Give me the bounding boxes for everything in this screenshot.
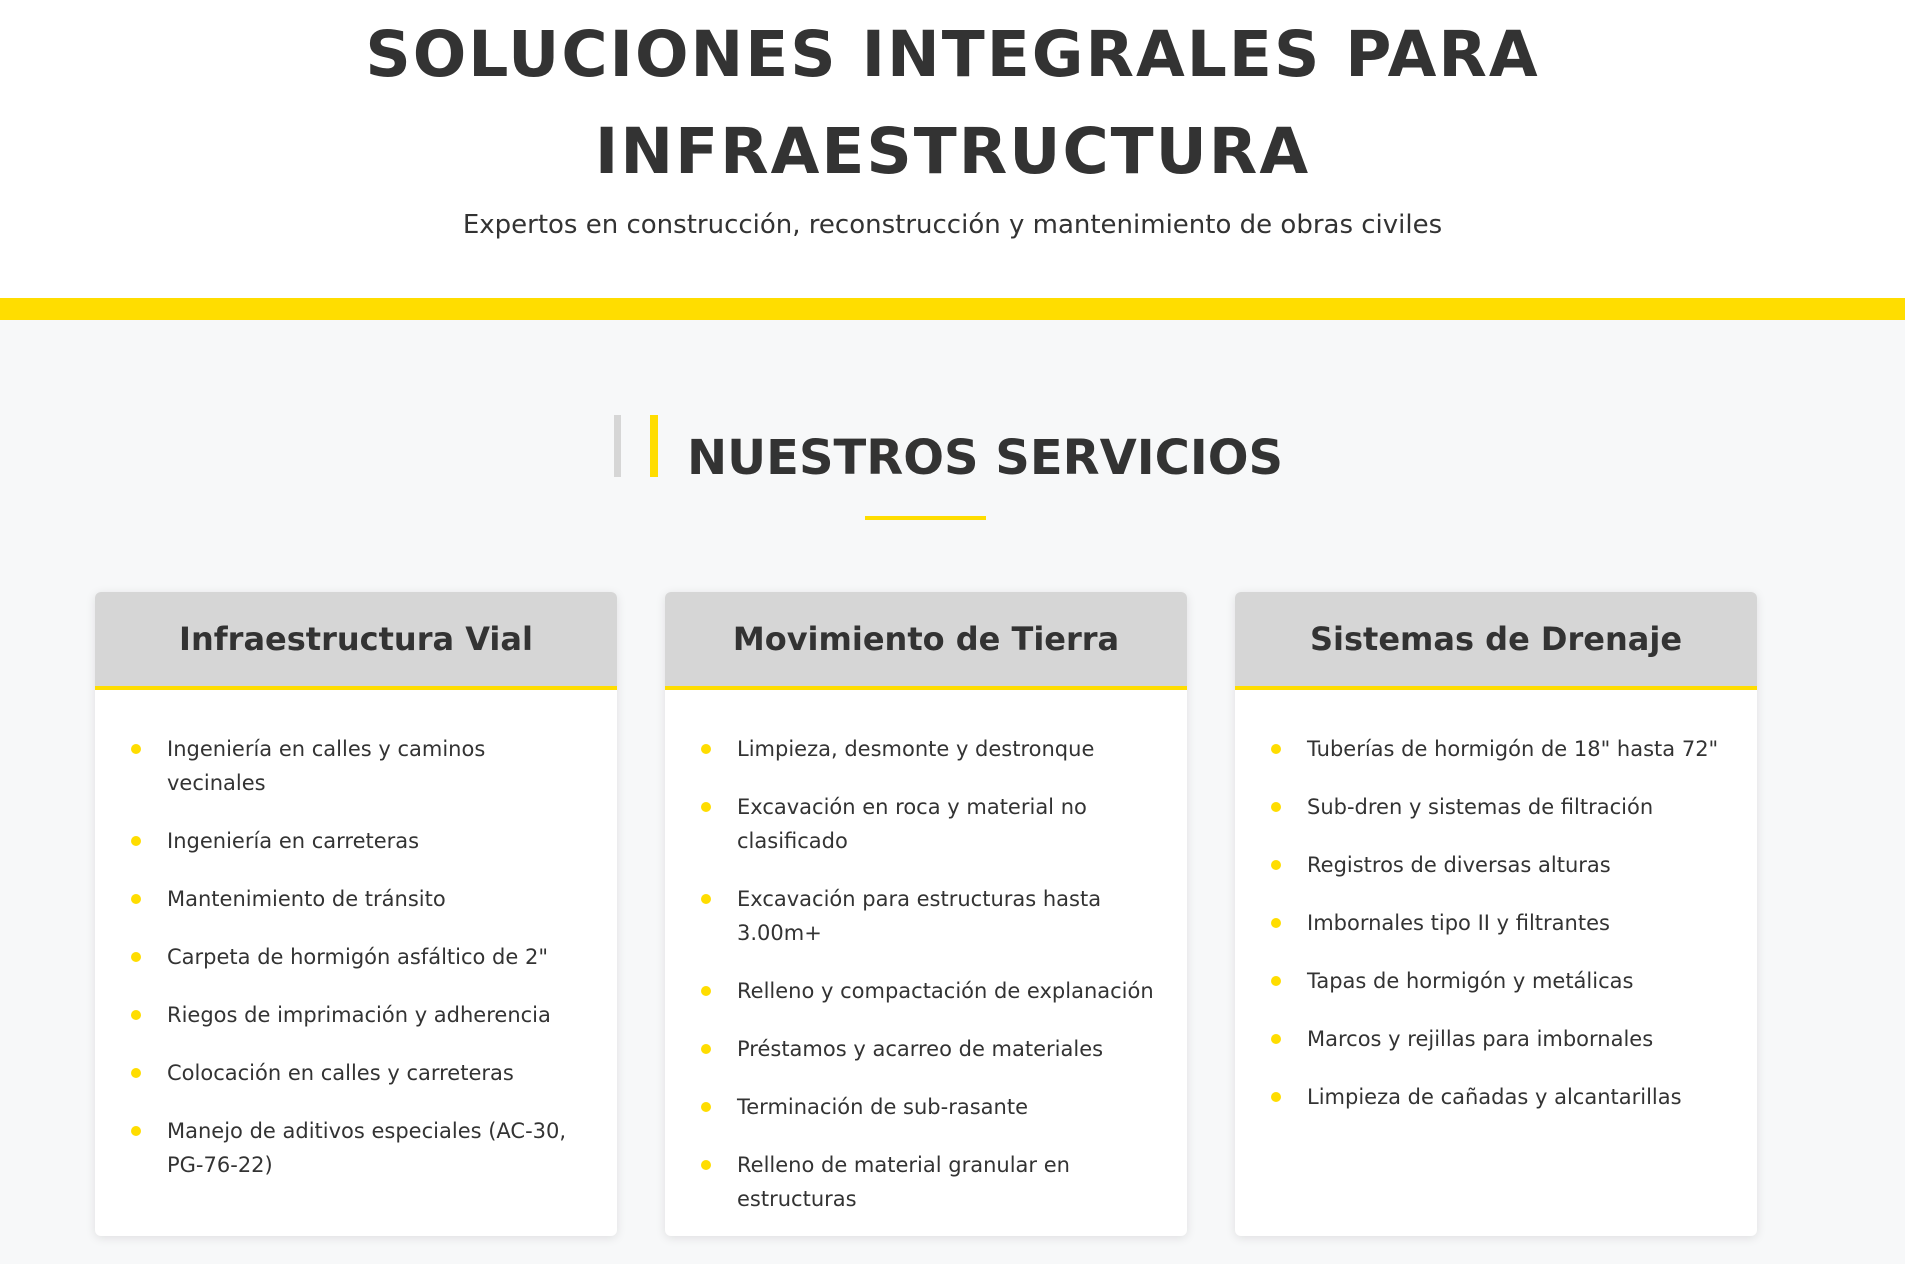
- service-list: [1235, 690, 1757, 1114]
- card-header: [665, 592, 1187, 690]
- bullet-icon: [131, 952, 141, 962]
- list-item: [701, 1090, 1157, 1124]
- list-item-text: Relleno y compactación de explanación: [737, 979, 1154, 1003]
- bullet-icon: [701, 1044, 711, 1054]
- hero-subtitle: Expertos en construcción, reconstrucción y mantenimiento de obras civiles: [462, 210, 1443, 240]
- hero-section: [0, 0, 1905, 298]
- list-item: [131, 998, 587, 1032]
- list-item-text: Carpeta de hormigón asfáltico de 2": [167, 945, 548, 969]
- list-item-text: Relleno de material granular en estructuras: [737, 1153, 1070, 1211]
- list-item: [701, 732, 1157, 766]
- bullet-icon: [1271, 918, 1281, 928]
- list-item: [131, 824, 587, 858]
- card-title: Movimiento de Tierra: [732, 620, 1120, 658]
- accent-band: [0, 298, 1905, 320]
- service-list: [665, 690, 1187, 1216]
- services-title: NUESTROS SERVICIOS: [687, 430, 1284, 486]
- bullet-icon: [701, 894, 711, 904]
- bullet-icon: [131, 1068, 141, 1078]
- list-item-text: Excavación para estructuras hasta 3.00m+: [737, 887, 1102, 945]
- card-header: [95, 592, 617, 690]
- bullet-icon: [701, 1102, 711, 1112]
- list-item-text: Colocación en calles y carreteras: [167, 1061, 514, 1085]
- card-header: [1235, 592, 1757, 690]
- bullet-icon: [1271, 744, 1281, 754]
- list-item-text: Mantenimiento de tránsito: [167, 887, 446, 911]
- list-item-text: Ingeniería en calles y caminos vecinales: [167, 737, 486, 795]
- bullet-icon: [701, 986, 711, 996]
- list-item-text: Imbornales tipo II y filtrantes: [1307, 911, 1610, 935]
- service-list: [95, 690, 617, 1182]
- list-item-text: Terminación de sub-rasante: [737, 1095, 1028, 1119]
- list-item: [1271, 790, 1727, 824]
- list-item: [131, 1056, 587, 1090]
- list-item: [131, 732, 587, 800]
- list-item-text: Ingeniería en carreteras: [167, 829, 420, 853]
- bullet-icon: [1271, 976, 1281, 986]
- heading-decoration-yellow-bar: [650, 415, 658, 477]
- list-item: [1271, 964, 1727, 998]
- card-title: Infraestructura Vial: [179, 620, 533, 658]
- service-card-movimiento-de-tierra: [665, 592, 1187, 1236]
- bullet-icon: [1271, 1034, 1281, 1044]
- list-item: [1271, 906, 1727, 940]
- heading-decoration-gray-bar: [614, 415, 621, 477]
- list-item: [1271, 848, 1727, 882]
- bullet-icon: [131, 1010, 141, 1020]
- list-item-text: Riegos de imprimación y adherencia: [167, 1003, 551, 1027]
- list-item: [701, 1032, 1157, 1066]
- list-item-text: Préstamos y acarreo de materiales: [737, 1037, 1104, 1061]
- list-item-text: Excavación en roca y material no clasificado: [737, 795, 1087, 853]
- service-card-sistemas-de-drenaje: [1235, 592, 1757, 1236]
- list-item-text: Limpieza, desmonte y destronque: [737, 737, 1095, 761]
- list-item-text: Manejo de aditivos especiales (AC-30, PG-76-22): [167, 1119, 567, 1177]
- bullet-icon: [131, 836, 141, 846]
- bullet-icon: [701, 1160, 711, 1170]
- services-heading: [0, 415, 1905, 485]
- list-item: [1271, 1022, 1727, 1056]
- bullet-icon: [131, 1126, 141, 1136]
- card-title: Sistemas de Drenaje: [1309, 620, 1683, 658]
- list-item: [131, 940, 587, 974]
- list-item: [701, 790, 1157, 858]
- heading-underline: [865, 516, 986, 520]
- list-item: [701, 882, 1157, 950]
- list-item-text: Limpieza de cañadas y alcantarillas: [1307, 1085, 1682, 1109]
- service-card-infraestructura-vial: [95, 592, 617, 1236]
- list-item: [701, 1148, 1157, 1216]
- list-item-text: Tapas de hormigón y metálicas: [1307, 969, 1634, 993]
- bullet-icon: [131, 894, 141, 904]
- list-item-text: Tuberías de hormigón de 18" hasta 72": [1307, 737, 1719, 761]
- list-item-text: Registros de diversas alturas: [1307, 853, 1611, 877]
- list-item: [1271, 1080, 1727, 1114]
- bullet-icon: [701, 744, 711, 754]
- list-item: [701, 974, 1157, 1008]
- hero-title: SOLUCIONES INTEGRALES PARA INFRAESTRUCTURA: [365, 18, 1540, 188]
- bullet-icon: [1271, 1092, 1281, 1102]
- list-item-text: Marcos y rejillas para imbornales: [1307, 1027, 1654, 1051]
- list-item: [1271, 732, 1727, 766]
- bullet-icon: [701, 802, 711, 812]
- bullet-icon: [1271, 860, 1281, 870]
- list-item-text: Sub-dren y sistemas de filtración: [1307, 795, 1654, 819]
- bullet-icon: [131, 744, 141, 754]
- bullet-icon: [1271, 802, 1281, 812]
- list-item: [131, 1114, 587, 1182]
- list-item: [131, 882, 587, 916]
